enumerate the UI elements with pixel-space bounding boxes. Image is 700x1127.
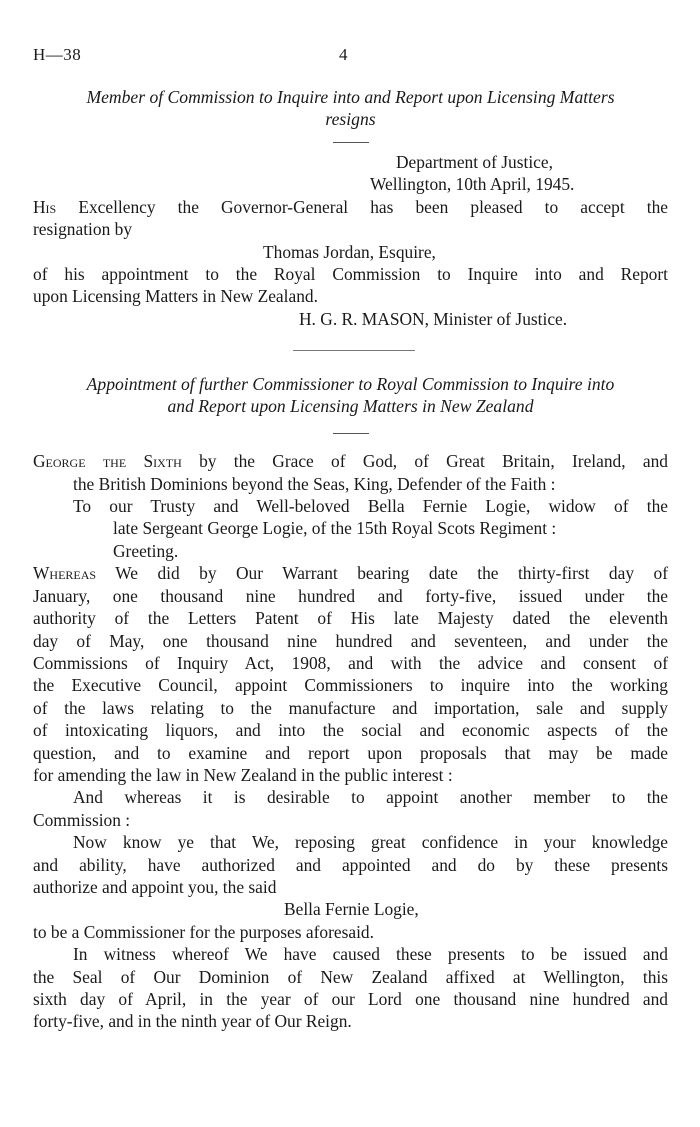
minister-signature: H. G. R. MASON, Minister of Justice. — [299, 308, 568, 329]
now-know-line1: Now know ye that We, reposing great confidence in your knowledge — [73, 832, 668, 853]
whereas-line4: day of May, one thousand nine hundred and seventeen, and under the — [33, 630, 668, 651]
his-small-caps: His — [33, 196, 57, 217]
whereas-line6: the Executive Council, appoint Commissioners to inquire into the working — [33, 675, 668, 696]
date-line: Wellington, 10th April, 1945. — [370, 174, 575, 195]
witness-line4: forty-five, and in the ninth year of Our Reign. — [33, 1011, 352, 1032]
whereas-line9: question, and to examine and report upon proposals that may be made — [33, 742, 668, 763]
and-whereas-clause — [33, 786, 668, 831]
resignation-title-line2: resigns — [325, 109, 376, 129]
whereas-line2: January, one thousand nine hundred and forty-five, issued under the — [33, 585, 668, 606]
now-know-clause — [33, 831, 668, 943]
resignation-body-line1 — [33, 196, 668, 218]
section-divider — [293, 350, 415, 351]
purpose-line: to be a Commissioner for the purposes aforesaid. — [33, 921, 374, 942]
greeting-line1: To our Trusty and Well-beloved Bella Fernie Logie, widow of the — [73, 496, 668, 517]
whereas-line7: of the laws relating to the manufacture and importation, sale and supply — [33, 697, 668, 718]
and-whereas-line2: Commission : — [33, 809, 131, 830]
preamble-line1 — [33, 450, 668, 472]
page-header — [33, 44, 668, 68]
resignation-body-text1: Excellency the Governor-General has been pleased to accept the — [56, 196, 668, 217]
witness-line2: the Seal of Our Dominion of New Zealand affixed at Wellington, this — [33, 966, 668, 987]
witness-line3: sixth day of April, in the year of our Lord one thousand nine hundred and — [33, 989, 668, 1009]
now-know-line2: and ability, have authorized and appointed and do by these presents — [33, 854, 668, 875]
resignation-title — [33, 86, 668, 130]
appointee-name: Bella Fernie Logie, — [284, 899, 419, 920]
whereas-line8: of intoxicating liquors, and into the social and economic aspects of the — [33, 720, 668, 741]
appointment-notice — [33, 373, 668, 1033]
whereas-line5: Commissions of Inquiry Act, 1908, and with the advice and consent of — [33, 652, 668, 673]
witness-clause — [33, 943, 668, 1033]
page-identifier: H—38 — [33, 45, 82, 64]
royal-preamble — [33, 450, 668, 562]
resignation-body-line2: resignation by — [33, 219, 133, 240]
divider-short-2 — [333, 433, 369, 434]
whereas-line3: authority of the Letters Patent of His late Majesty dated the eleventh — [33, 608, 668, 629]
department-line: Department of Justice, — [396, 152, 553, 172]
and-whereas-line1: And whereas it is desirable to appoint another member to the — [73, 787, 668, 808]
preamble-line2: the British Dominions beyond the Seas, King, Defender of the Faith : — [73, 473, 556, 494]
resignation-title-line1: Member of Commission to Inquire into and Report upon Licensing Matters — [86, 87, 615, 107]
preamble-text1: by the Grace of God, of Great Britain, Ireland, and — [181, 451, 668, 472]
appointment-title — [33, 373, 668, 417]
department-address — [370, 151, 668, 196]
page-number: 4 — [339, 45, 348, 64]
now-know-line3: authorize and appoint you, the said — [33, 876, 277, 897]
resigning-member-name: Thomas Jordan, Esquire, — [263, 241, 436, 262]
whereas-line1 — [33, 562, 668, 584]
whereas-text1: We did by Our Warrant bearing date the thirty-first day of — [96, 563, 668, 584]
appointment-title-line1: Appointment of further Commissioner to Royal Commission to Inquire into — [86, 374, 615, 395]
whereas-line10: for amending the law in New Zealand in the public interest : — [33, 764, 453, 785]
king-name-small-caps: George the Sixth — [33, 451, 182, 472]
whereas-small-caps: Whereas — [33, 563, 97, 584]
divider-short — [333, 142, 369, 143]
whereas-clause — [33, 562, 668, 786]
resignation-body-line3: of his appointment to the Royal Commission to Inquire into and Report — [33, 264, 668, 285]
resignation-notice — [33, 86, 668, 330]
witness-line1: In witness whereof We have caused these presents to be issued and — [73, 944, 668, 965]
greeting-line2: late Sergeant George Logie, of the 15th Royal Scots Regiment : — [113, 518, 557, 539]
appointment-title-line2: and Report upon Licensing Matters in New Zealand — [167, 396, 534, 417]
greeting-line3: Greeting. — [113, 540, 179, 561]
resignation-body-line4: upon Licensing Matters in New Zealand. — [33, 286, 318, 307]
